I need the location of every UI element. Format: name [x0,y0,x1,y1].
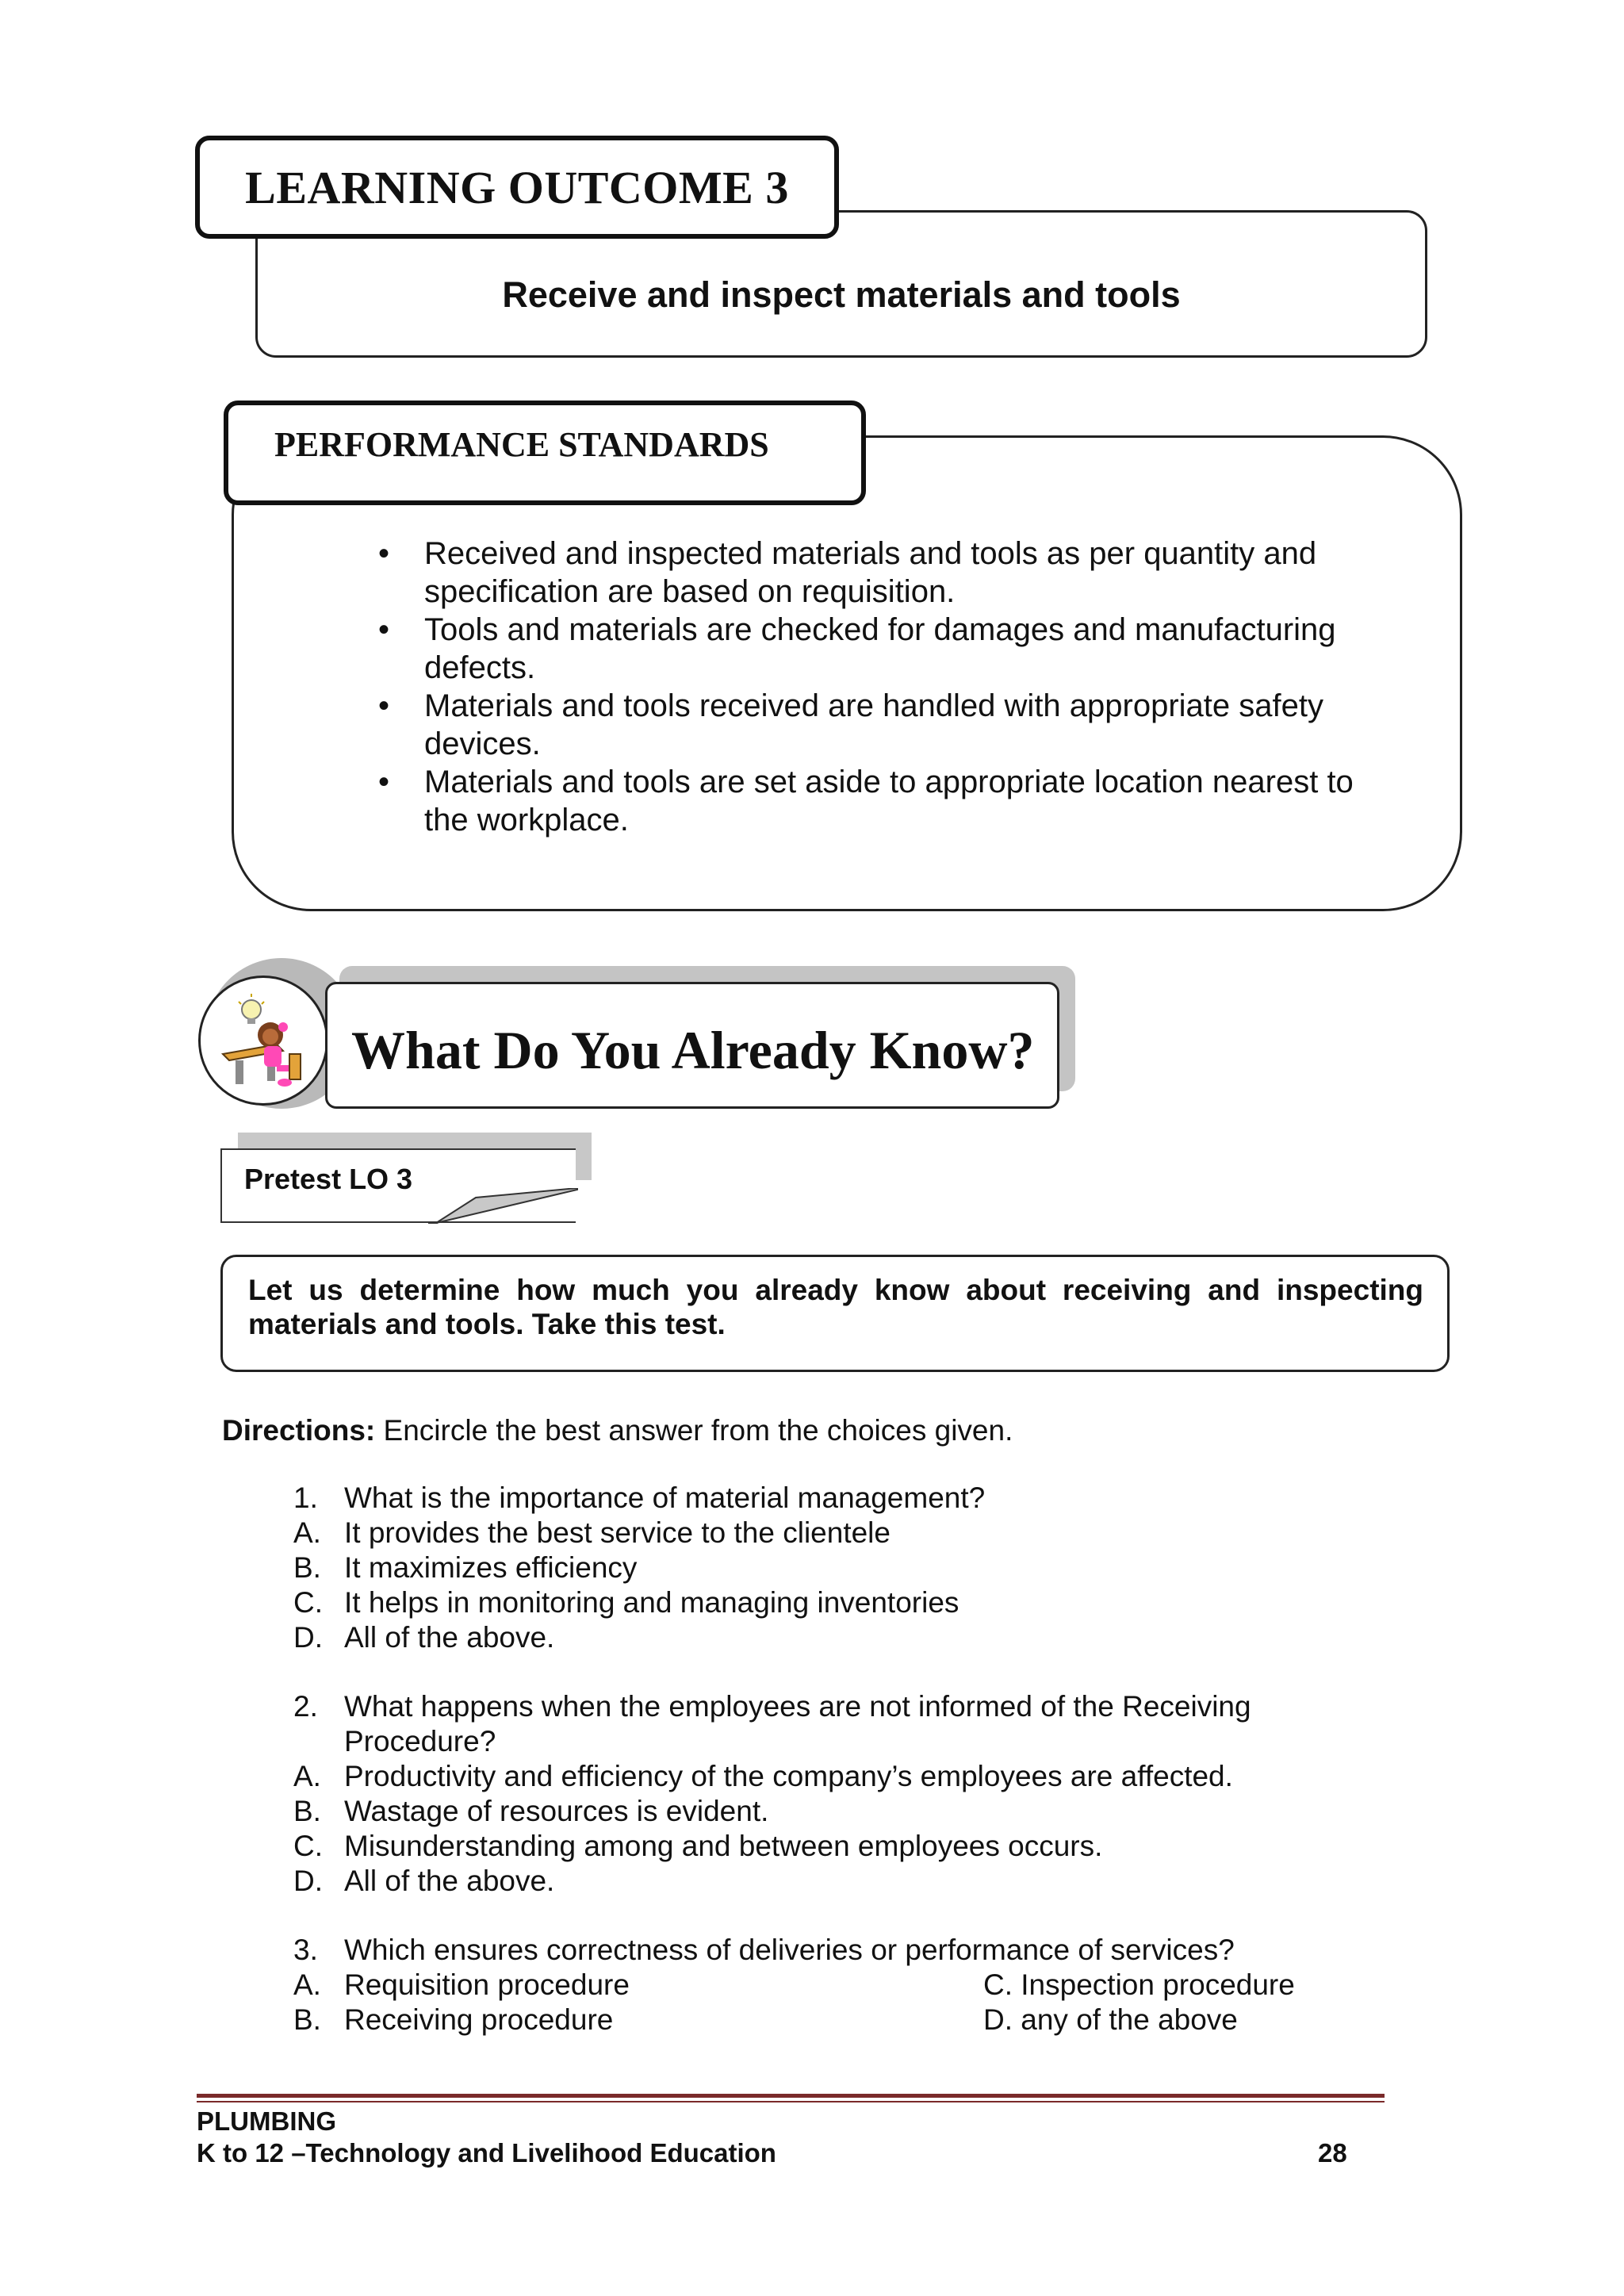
list-item: • Tools and materials are checked for damages and manufacturing defects. [378,612,1336,685]
pretest-label: Pretest LO 3 [244,1163,413,1195]
student-at-desk-lightbulb-icon [198,976,328,1106]
question-text: What happens when the employees are not informed of the Receiving Procedure? [344,1690,1251,1757]
choice-letter: A. [293,1968,321,2001]
choice[interactable]: C. It helps in monitoring and managing inventories [293,1586,959,1619]
choice[interactable]: Requisition procedure [344,1968,630,2001]
question-3 [293,1933,1443,2037]
question-1 [293,1481,1443,1655]
question-text: What is the importance of material management? [344,1481,986,1514]
choice[interactable]: C. Inspection procedure [983,1968,1295,2001]
choice[interactable]: A. Productivity and efficiency of the company’s employees are affected. [293,1760,1233,1792]
footer-rule [197,2094,1385,2098]
bullet-icon: • [378,536,390,571]
choice-letter: B. [293,2003,321,2036]
footer-program: K to 12 –Technology and Livelihood Education [197,2138,776,2168]
performance-standards-title: PERFORMANCE STANDARDS [224,401,866,505]
learning-outcome-title: LEARNING OUTCOME 3 [195,136,839,239]
page-number: 28 [1318,2138,1347,2168]
choice[interactable]: D. All of the above. [293,1865,555,1897]
choice[interactable]: C. Misunderstanding among and between employees occurs. [293,1830,1103,1862]
directions-text: Encircle the best answer from the choices given. [375,1414,1013,1447]
performance-standards-box [232,435,1462,911]
list-item: • Materials and tools received are handled with appropriate safety devices. [378,688,1323,761]
choice[interactable]: Receiving procedure [344,2003,614,2036]
section-title: What Do You Already Know? [325,982,1059,1109]
question-list [293,1481,1443,2072]
choice[interactable]: D. All of the above. [293,1621,555,1654]
question-number: 2. [293,1690,318,1723]
question-2 [293,1689,1443,1899]
intro-text: Let us determine how much you already know about receiving and inspecting materials and tools. Take this test. [248,1274,1423,1340]
choice[interactable]: D. any of the above [983,2003,1238,2036]
choice[interactable]: B. It maximizes efficiency [293,1551,638,1584]
choice[interactable]: B. Wastage of resources is evident. [293,1795,769,1827]
intro-box [220,1255,1450,1372]
bullet-icon: • [378,765,390,799]
bullet-icon: • [378,688,390,723]
footer-rule-thin [197,2101,1385,2102]
list-item: • Materials and tools are set aside to appropriate location nearest to the workplace. [378,765,1354,838]
learning-outcome-subtitle: Receive and inspect materials and tools [502,274,1181,315]
bullet-icon: • [378,612,390,647]
directions [222,1414,1013,1447]
question-text: Which ensures correctness of deliveries or performance of services? [344,1934,1235,1966]
directions-label: Directions: [222,1414,376,1447]
performance-standards-list [378,535,1400,839]
list-item: • Received and inspected materials and tools as per quantity and specification are based on requisition. [378,536,1317,609]
question-number: 1. [293,1481,318,1514]
page-curl-icon [428,1188,579,1225]
question-number: 3. [293,1934,318,1966]
choice[interactable]: A. It provides the best service to the clientele [293,1516,891,1549]
footer-subject: PLUMBING [197,2106,336,2136]
